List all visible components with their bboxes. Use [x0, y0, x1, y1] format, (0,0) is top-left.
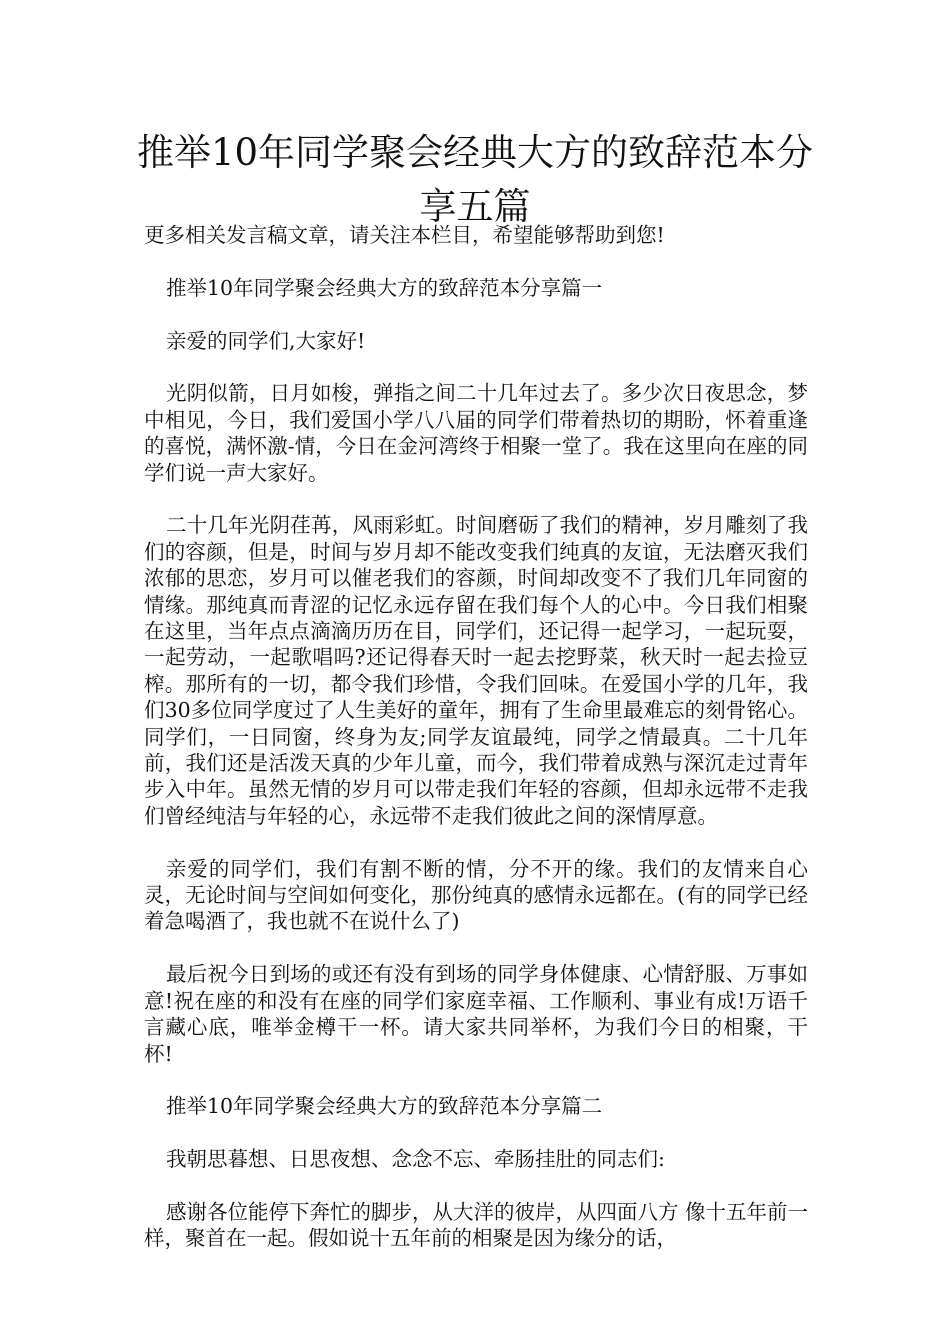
document-body [144, 222, 808, 1278]
body-paragraph-1: 光阴似箭，日月如梭，弹指之间二十几年过去了。多少次日夜思念，梦中相见，今日，我们爱国小学八八届的同学们带着热切的期盼，怀着重逢的喜悦，满怀激-情，今日在金河湾终于相聚一堂了。我在这里向在座的同学们说一声大家好。 [144, 381, 808, 485]
greeting-paragraph-2: 我朝思暮想、日思夜想、念念不忘、牵肠挂肚的同志们: [166, 1147, 665, 1172]
body-paragraph-3: 亲爱的同学们，我们有割不断的情，分不开的缘。我们的友情来自心灵，无论时间与空间如何变化，那份纯真的感情永远都在。(有的同学已经着急喝酒了，我也就不在说什么了) [144, 856, 808, 934]
body-paragraph-2: 二十几年光阴荏苒，风雨彩虹。时间磨砺了我们的精神，岁月雕刻了我们的容颜，但是，时间与岁月却不能改变我们纯真的友谊，无法磨灭我们浓郁的思恋，岁月可以催老我们的容颜，时间却改变不了我们几年同窗的情缘。那纯真而青涩的记忆永远存留在我们每个人的心中。今日我们相聚在这里，当年点点滴滴历历在目，同学们，还记得一起学习，一起玩耍，一起劳动，一起歌唱吗?还记得春天时一起去挖野菜，秋天时一起去捡豆榨。那所有的一切，都令我们珍惜，令我们回味。在爱国小学的几年，我们30多位同学度过了人生美好的童年，拥有了生命里最难忘的刻骨铭心。 同学们，一日同窗，终身为友;同学友谊最纯，同学之情最真。二十几年前，我们还是活泼天真的少年儿童，而今，我们带着成熟与深沉走过青年步入中年。虽然无情的岁月可以带走我们年轻的容颜，但却永远带不走我们曾经纯洁与年轻的心，永远带不走我们彼此之间的深情厚意。 [144, 513, 808, 828]
body-paragraph-5: 感谢各位能停下奔忙的脚步，从大洋的彼岸，从四面八方 像十五年前一样，聚首在一起。假如说十五年前的相聚是因为缘分的话， [144, 1199, 809, 1251]
section-heading-1: 推举10年同学聚会经典大方的致辞范本分享篇一 [166, 275, 603, 300]
intro-text: 更多相关发言稿文章，请关注本栏目，希望能够帮助到您! [144, 223, 665, 247]
greeting-paragraph: 亲爱的同学们,大家好! [166, 328, 366, 353]
document-title: 推举10年同学聚会经典大方的致辞范本分享五篇 [136, 131, 814, 228]
body-paragraph-4: 最后祝今日到场的或还有没有到场的同学身体健康、心情舒服、万事如意!祝在座的和没有在座的同学们家庭幸福、工作顺利、事业有成!万语千言藏心底，唯举金樽干一杯。请大家共同举杯，为我们今日的相聚，干杯! [144, 962, 808, 1066]
section-heading-2: 推举10年同学聚会经典大方的致辞范本分享篇二 [166, 1094, 603, 1119]
